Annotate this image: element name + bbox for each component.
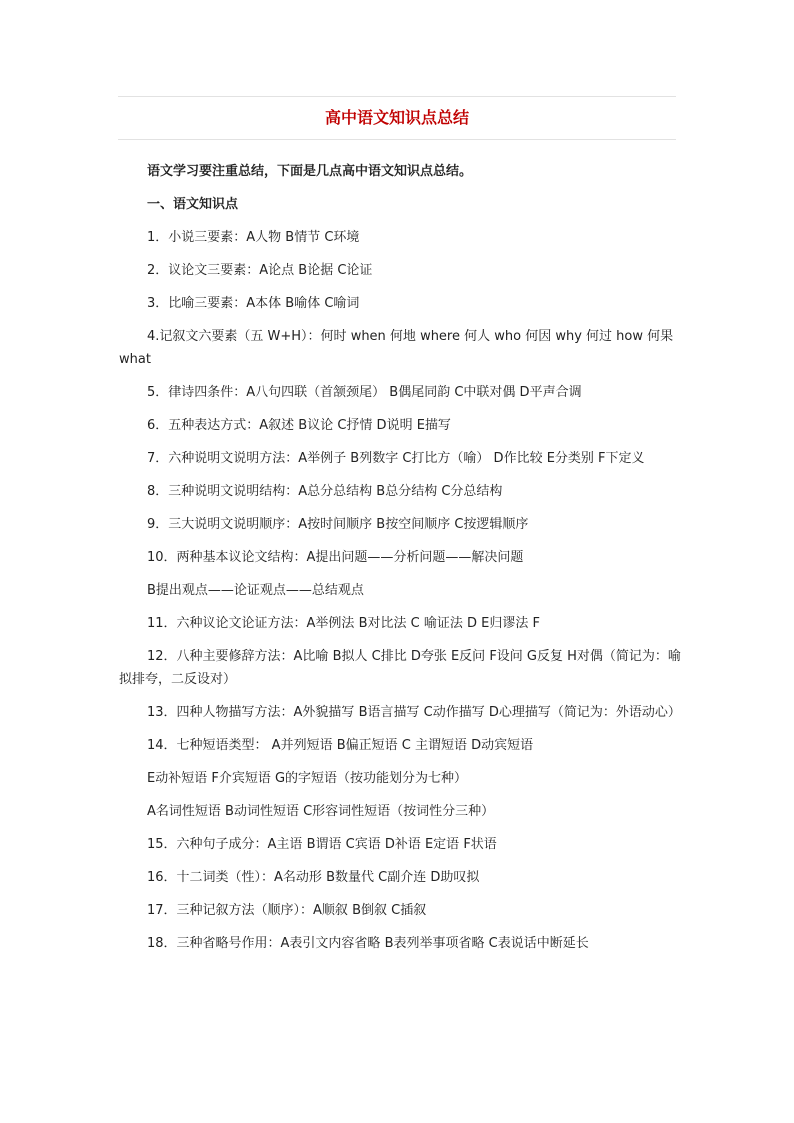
- list-item: 16．十二词类（性）：A名动形 B数量代 C副介连 D助叹拟: [147, 870, 480, 885]
- list-item: 11．六种议论文论证方法：A举例法 B对比法 C 喻证法 D E归谬法 F: [147, 616, 540, 631]
- list-item: 18．三种省略号作用：A表引文内容省略 B表列举事项省略 C表说话中断延长: [147, 936, 589, 951]
- list-item: 8．三种说明文说明结构：A总分总结构 B总分结构 C分总结构: [147, 484, 503, 499]
- title-rule-top: [118, 96, 676, 97]
- list-item: B提出观点——论证观点——总结观点: [147, 583, 364, 598]
- title-rule-bottom: [118, 139, 676, 140]
- article-body: [119, 160, 689, 965]
- list-item: 12．八种主要修辞方法：A比喻 B拟人 C排比 D夸张 E反问 F设问 G反复 H对偶（简记为：喻拟排夸，二反设对）: [119, 649, 681, 687]
- list-item: 6．五种表达方式：A叙述 B议论 C抒情 D说明 E描写: [147, 418, 451, 433]
- intro-paragraph: 语文学习要注重总结，下面是几点高中语文知识点总结。: [147, 164, 473, 179]
- section-heading: 一、语文知识点: [147, 197, 239, 212]
- list-item: 15．六种句子成分：A主语 B谓语 C宾语 D补语 E定语 F状语: [147, 837, 497, 852]
- list-item: 7．六种说明文说明方法：A举例子 B列数字 C打比方（喻） D作比较 E分类别 F下定义: [147, 451, 645, 466]
- list-item: 14．七种短语类型： A并列短语 B偏正短语 C 主谓短语 D动宾短语: [147, 738, 534, 753]
- list-item: 9．三大说明文说明顺序：A按时间顺序 B按空间顺序 C按逻辑顺序: [147, 517, 529, 532]
- list-item: 4.记叙文六要素（五 W+H）：何时 when 何地 where 何人 who 何因 why 何过 how 何果 what: [119, 329, 674, 367]
- list-item: E动补短语 F介宾短语 G的字短语（按功能划分为七种）: [147, 771, 468, 786]
- page-title: 高中语文知识点总结: [324, 108, 469, 127]
- list-item: A名词性短语 B动词性短语 C形容词性短语（按词性分三种）: [147, 804, 495, 819]
- list-item: 2．议论文三要素：A论点 B论据 C论证: [147, 263, 373, 278]
- list-item: 3．比喻三要素：A本体 B喻体 C喻词: [147, 296, 360, 311]
- list-item: 1．小说三要素：A人物 B情节 C环境: [147, 230, 360, 245]
- list-item: 5．律诗四条件：A八句四联（首颔颈尾） B偶尾同韵 C中联对偶 D平声合调: [147, 385, 582, 400]
- list-item: 10．两种基本议论文结构：A提出问题——分析问题——解决问题: [147, 550, 524, 565]
- list-item: 17．三种记叙方法（顺序）：A顺叙 B倒叙 C插叙: [147, 903, 427, 918]
- list-item: 13．四种人物描写方法：A外貌描写 B语言描写 C动作描写 D心理描写（简记为：外语动心）: [147, 705, 681, 720]
